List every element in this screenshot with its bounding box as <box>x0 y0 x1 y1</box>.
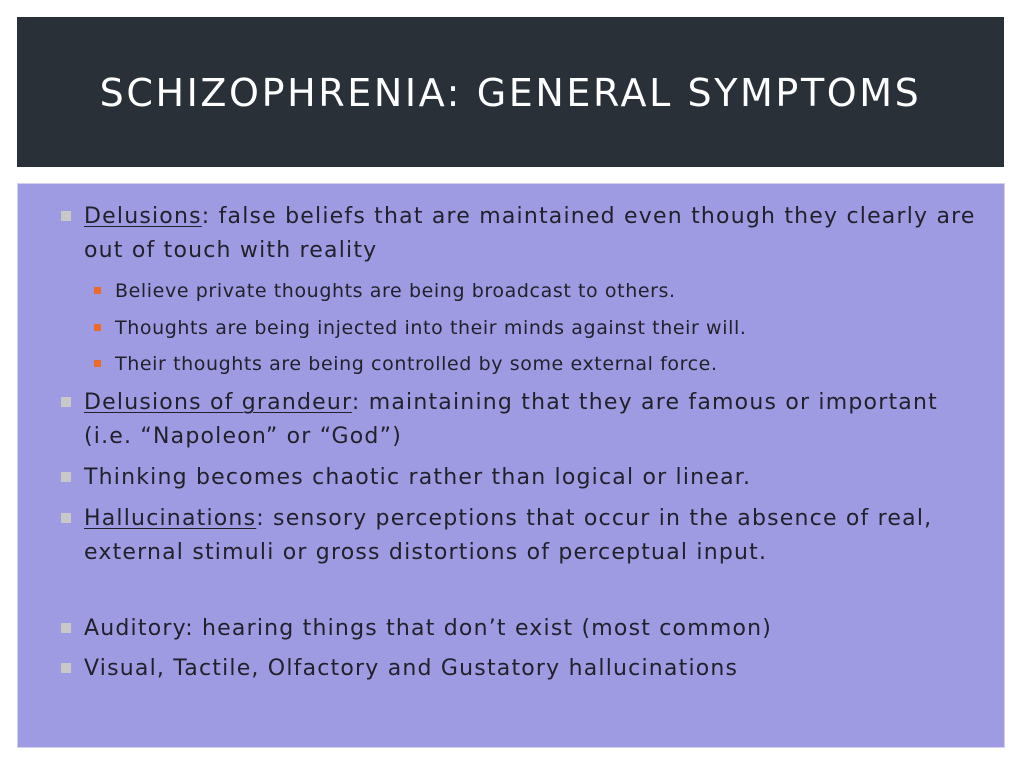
term-delusions: Delusions <box>84 204 202 229</box>
bullet-text: Auditory: hearing things that don’t exist (most common) <box>84 616 773 641</box>
square-bullet-icon <box>61 397 71 407</box>
orange-square-bullet-icon <box>94 324 101 331</box>
sub-bullet-injected <box>115 315 975 341</box>
sub-bullet-controlled <box>115 351 975 377</box>
title-bar <box>17 17 1004 167</box>
definition-delusions-of-grandeur: : maintaining that they are famous or important (i.e. “Napoleon” or “God”) <box>84 390 938 449</box>
term-hallucinations: Hallucinations <box>84 506 257 531</box>
square-bullet-icon <box>61 623 71 633</box>
bullet-visual-tactile <box>84 652 984 686</box>
sub-bullet-text: Believe private thoughts are being broadcast to others. <box>115 280 676 302</box>
bullet-text: Thinking becomes chaotic rather than logical or linear. <box>84 465 752 490</box>
content-area <box>17 183 1005 748</box>
slide-title: SCHIZOPHRENIA: GENERAL SYMPTOMS <box>99 71 922 115</box>
term-delusions-of-grandeur: Delusions of grandeur <box>84 390 352 415</box>
bullet-hallucinations <box>84 502 984 570</box>
square-bullet-icon <box>61 513 71 523</box>
definition-hallucinations: : sensory perceptions that occur in the absence of real, external stimuli or gross distortions of perceptual input. <box>84 506 933 565</box>
bullet-delusions <box>84 200 984 268</box>
bullet-auditory <box>84 612 984 646</box>
bullet-chaotic-thinking <box>84 461 984 495</box>
sub-bullet-text: Thoughts are being injected into their minds against their will. <box>115 317 747 339</box>
bullet-text: Visual, Tactile, Olfactory and Gustatory hallucinations <box>84 656 739 681</box>
orange-square-bullet-icon <box>94 360 101 367</box>
square-bullet-icon <box>61 663 71 673</box>
orange-square-bullet-icon <box>94 287 101 294</box>
bullet-delusions-of-grandeur <box>84 386 984 454</box>
square-bullet-icon <box>61 472 71 482</box>
square-bullet-icon <box>61 211 71 221</box>
sub-bullet-broadcast <box>115 278 975 304</box>
definition-delusions: : false beliefs that are maintained even though they clearly are out of touch with reality <box>84 204 976 263</box>
sub-bullet-text: Their thoughts are being controlled by some external force. <box>115 353 718 375</box>
